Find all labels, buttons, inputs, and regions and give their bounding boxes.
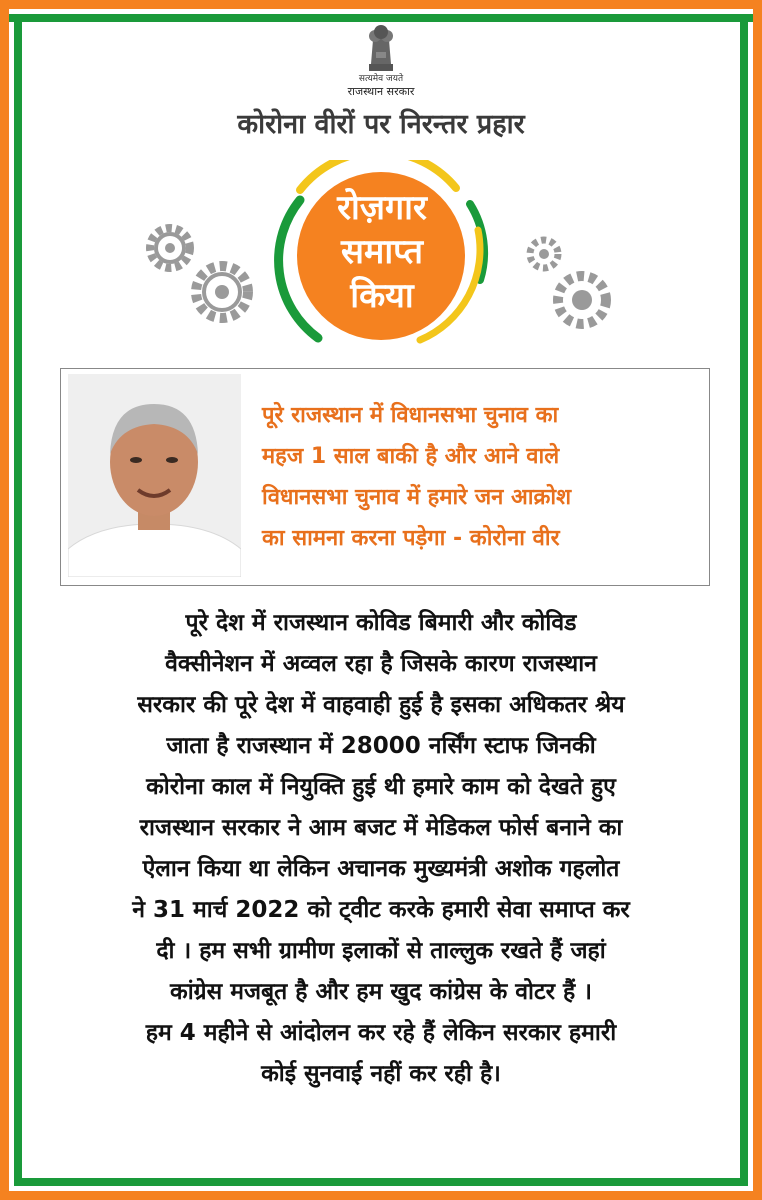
body-paragraph [22,603,740,1095]
body-line-3: सरकार की पूरे देश में वाहवाही हुई है इसका अधिकतर श्रेय [137,692,625,718]
portrait-photo [68,374,241,577]
badge-line-2: समाप्त [341,232,423,272]
body-line-11: हम 4 महीने से आंदोलन कर रहे हैं लेकिन सरकार हमारी [145,1020,617,1046]
body-line-5: कोरोना काल में नियुक्ति हुई थी हमारे काम को देखते हुए [146,774,616,800]
gear-medium-icon [196,266,248,318]
body-line-4: जाता है राजस्थान में 28000 नर्सिंग स्टाफ जिनकी [166,733,596,759]
state-emblem [335,22,427,98]
gear-right-small-icon [530,240,558,268]
body-line-12: कोई सुनवाई नहीं कर रही है। [261,1061,501,1087]
badge-text [292,186,472,318]
body-line-8: ने 31 मार्च 2022 को ट्वीट करके हमारी सेवा समाप्त कर [132,897,630,923]
quote-line-2: महज 1 साल बाकी है और आने वाले [262,444,560,469]
quote-line-1: पूरे राजस्थान में विधानसभा चुनाव का [262,403,559,428]
body-line-2: वैक्सीनेशन में अव्वल रहा है जिसके कारण राजस्थान [165,651,597,677]
body-line-6: राजस्थान सरकार ने आम बजट में मेडिकल फोर्स बनाने का [139,815,623,841]
border-top-saffron [0,0,762,9]
body-line-7: ऐलान किया था लेकिन अचानक मुख्यमंत्री अशोक गहलोत [142,856,620,882]
border-bottom-saffron [0,1191,762,1200]
quote-line-3: विधानसभा चुनाव में हमारे जन आक्रोश [262,485,572,510]
badge-line-3: किया [350,276,414,316]
page-headline: कोरोना वीरों पर निरन्तर प्रहार [237,109,525,140]
badge-line-1: रोज़गार [337,188,427,228]
gear-small-icon [150,228,190,268]
gear-right-large-icon [558,276,606,324]
border-top-green [0,14,762,22]
emblem-government-label: राजस्थान सरकार [347,85,415,98]
body-line-1: पूरे देश में राजस्थान कोविड बिमारी और कोविड [185,610,577,636]
emblem-motto: सत्यमेव जयते [358,74,404,84]
body-line-10: कांग्रेस मजबूत है और हम खुद कांग्रेस के वोटर हैं । [170,979,592,1005]
quote-line-4: का सामना करना पड़ेगा - कोरोना वीर [262,526,560,551]
body-line-9: दी । हम सभी ग्रामीण इलाकों से ताल्लुक रखते हैं जहां [156,938,606,964]
border-bottom-green [14,1178,748,1186]
quote-text [262,395,702,559]
ashoka-lion-emblem-icon [361,22,401,74]
portrait-illustration [68,374,241,577]
